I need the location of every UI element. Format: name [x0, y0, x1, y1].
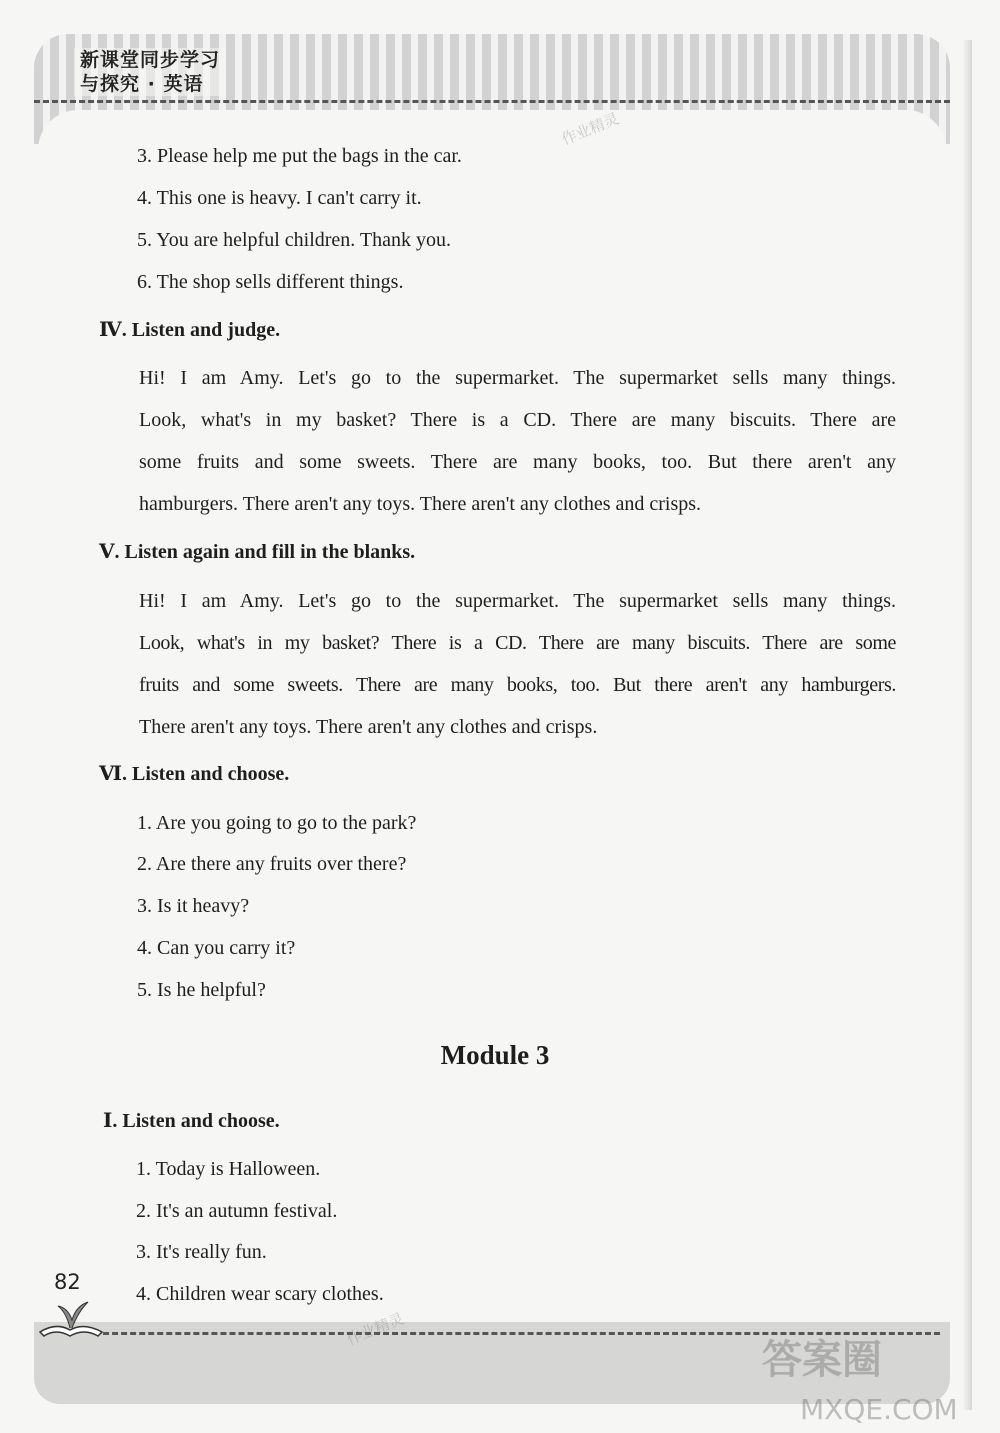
book-title-line1: 新课堂同步学习 [80, 49, 221, 71]
list-item: 4. This one is heavy. I can't carry it. [137, 187, 422, 209]
section-heading-5: Ⅴ. Listen again and fill in the blanks. [99, 541, 416, 563]
watermark-logo: 答案圈 [762, 1337, 882, 1383]
open-book-icon [36, 1292, 106, 1338]
watermark-url: MXQE.COM [800, 1393, 958, 1426]
list-item: 3. Is it heavy? [137, 895, 250, 917]
page-number: 82 [54, 1270, 81, 1294]
list-item: 3. It's really fun. [136, 1241, 267, 1263]
list-item: 3. Please help me put the bags in the car. [137, 145, 462, 167]
stamp-top: 作业精灵 [559, 109, 622, 149]
section-heading-1: Ⅰ. Listen and choose. [103, 1110, 280, 1132]
list-item: 4. Children wear scary clothes. [136, 1283, 384, 1305]
list-item: 4. Can you carry it? [137, 937, 296, 959]
header-divider [34, 100, 950, 103]
list-item: 1. Today is Halloween. [136, 1158, 321, 1180]
paragraph-line: Look, what's in my basket? There is a CD. There are many biscuits. There are [139, 409, 896, 431]
footer-divider [94, 1332, 940, 1335]
module-title: Module 3 [440, 1040, 550, 1070]
paragraph-line: some fruits and some sweets. There are many books, too. But there aren't any [139, 451, 896, 473]
paragraph-line: There aren't any toys. There aren't any clothes and crisps. [139, 716, 598, 738]
book-title-line2: 与探究 · 英语 [80, 73, 204, 95]
paragraph-line: Hi! I am Amy. Let's go to the supermarket. The supermarket sells many things. [139, 590, 896, 612]
list-item: 2. It's an autumn festival. [136, 1200, 338, 1222]
list-item: 5. You are helpful children. Thank you. [137, 229, 452, 251]
list-item: 1. Are you going to go to the park? [137, 812, 417, 834]
header-curve [38, 110, 946, 144]
section-heading-6: Ⅵ. Listen and choose. [99, 763, 290, 785]
book-title [74, 48, 226, 96]
section-heading-4: Ⅳ. Listen and judge. [99, 319, 281, 341]
paragraph-line: hamburgers. There aren't any toys. There aren't any clothes and crisps. [139, 493, 702, 515]
binding-shadow [964, 40, 972, 1410]
list-item: 5. Is he helpful? [137, 979, 266, 1001]
paragraph-line: fruits and some sweets. There are many books, too. But there aren't any hamburgers. [139, 674, 896, 696]
stamp-bottom: 作业精灵 [344, 1309, 407, 1349]
list-item: 6. The shop sells different things. [137, 271, 404, 293]
paragraph-line: Hi! I am Amy. Let's go to the supermarket. The supermarket sells many things. [139, 367, 896, 389]
header-banner [34, 34, 950, 144]
list-item: 2. Are there any fruits over there? [137, 853, 407, 875]
paragraph-line: Look, what's in my basket? There is a CD. There are many biscuits. There are some [139, 632, 896, 654]
